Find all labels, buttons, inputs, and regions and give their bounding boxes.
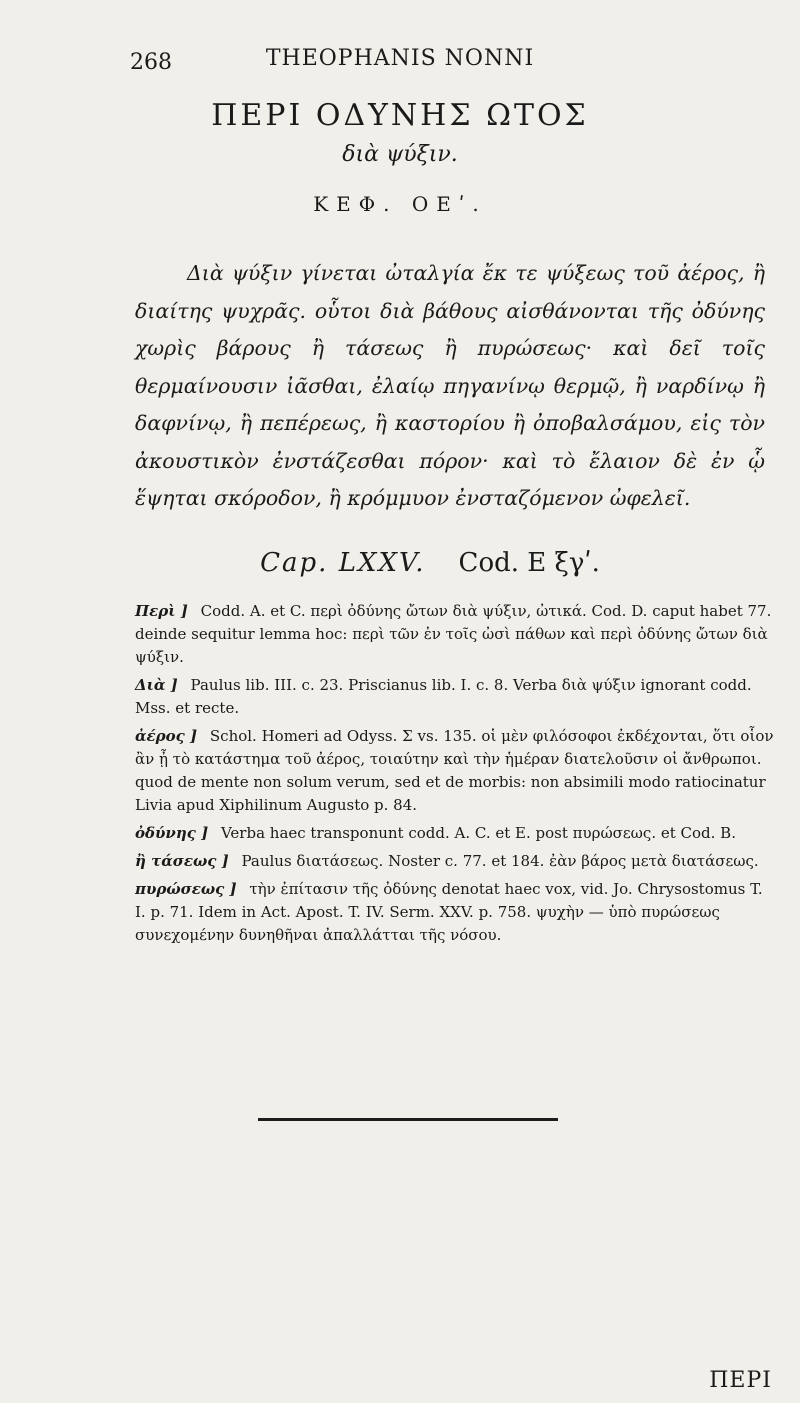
note-text: Paulus lib. III. c. 23. Priscianus lib. I. c. 8. Verba διὰ ψύξιν ignorant codd. Mss. et recte.: [135, 676, 752, 717]
commentary-note: [135, 725, 775, 817]
commentary-note: [135, 878, 775, 947]
chapter-subtitle: διὰ ψύξιν.: [342, 142, 458, 167]
chapter-title: ΠΕΡΙ ΟΔΥΝΗΣ ΩΤΟΣ: [211, 98, 589, 133]
note-lemma: Περὶ ]: [135, 602, 188, 620]
commentary-note: [135, 822, 775, 845]
chapter-number: ΚΕΦ. ΟΕʹ.: [313, 192, 487, 216]
note-lemma: Διὰ ]: [135, 676, 178, 694]
note-text: Paulus διατάσεως. Noster c. 77. et 184. ἐὰν βάρος μετὰ διατάσεως.: [241, 852, 759, 870]
commentary-note: [135, 674, 775, 720]
note-lemma: ἀέρος ]: [135, 727, 198, 745]
note-text: Verba haec transponunt codd. A. C. et E. post πυρώσεως. et Cod. B.: [220, 824, 736, 842]
note-text: Codd. A. et C. περὶ ὀδύνης ὤτων διὰ ψύξιν, ὠτικά. Cod. D. caput habet 77. deinde sequitur lemma hoc: περὶ τῶν ἐν τοῖς ὠσὶ πάθων καὶ περὶ ὀδύνης ὤτων διὰ ψύξιν.: [135, 602, 772, 666]
note-text: τὴν ἐπίτασιν τῆς ὀδύνης denotat haec vox, vid. Jo. Chrysostomus T. I. p. 71. Idem in Act. Apost. T. IV. Serm. XXV. p. 758. ψυχὴν — ὑπὸ πυρώσεως συνεχομένην δυνηθῆναι ἀπαλλάτται τῆς νόσου.: [135, 880, 763, 944]
page-header: [130, 46, 610, 82]
commentary-note: [135, 600, 775, 669]
note-lemma: ὀδύνης ]: [135, 824, 209, 842]
section-divider: [258, 1118, 558, 1121]
main-text: Διὰ ψύξιν γίνεται ὠταλγία ἔκ τε ψύξεως τοῦ ἀέρος, ἢ διαίτης ψυχρᾶς. οὗτοι διὰ βάθους αἰσθάνονται τῆς ὀδύνης χωρὶς βάρους ἢ τάσεως ἢ πυρώσεως· καὶ δεῖ τοῖς θερμαίνουσιν ἰᾶσθαι, ἐλαίῳ πηγανίνῳ θερμῷ, ἢ ναρδίνῳ ἢ δαφνίνῳ, ἢ πεπέρεως, ἢ καστορίου ἢ ὀποβαλσάμου, εἰς τὸν ἀκουστικὸν ἐνστάζεσθαι πόρον· καὶ τὸ ἔλαιον δὲ ἐν ᾧ ἕψηται σκόροδον, ἢ κρόμμυον ἐνσταζόμενον ὠφελεῖ.: [135, 261, 765, 510]
running-title: THEOPHANIS NONNI: [265, 46, 535, 71]
commentary-heading: [0, 548, 800, 578]
commentary-notes: [135, 600, 775, 952]
note-text: Schol. Homeri ad Odyss. Σ vs. 135. οἱ μὲν φιλόσοφοι ἐκδέχονται, ὅτι οἷον ἂν ᾖ τὸ κατάστημα τοῦ ἀέρος, τοιαύτην καὶ τὴν ἡμέραν διατελοῦσιν οἱ ἄνθρωποι. quod de mente non solum verum, sed et de morbis: non absimili modo ratiocinatur Livia apud Xiphilinum Augusto p. 84.: [135, 727, 774, 814]
page-number: 268: [130, 50, 172, 75]
commentary-cap: Cap. LXXV.: [260, 548, 426, 578]
commentary-cod: Cod. E ξγʹ.: [458, 548, 600, 578]
note-lemma: πυρώσεως ]: [135, 880, 237, 898]
note-lemma: ἢ τάσεως ]: [135, 852, 229, 870]
catchword: ΠΕΡΙ: [709, 1368, 772, 1393]
commentary-note: [135, 850, 775, 873]
